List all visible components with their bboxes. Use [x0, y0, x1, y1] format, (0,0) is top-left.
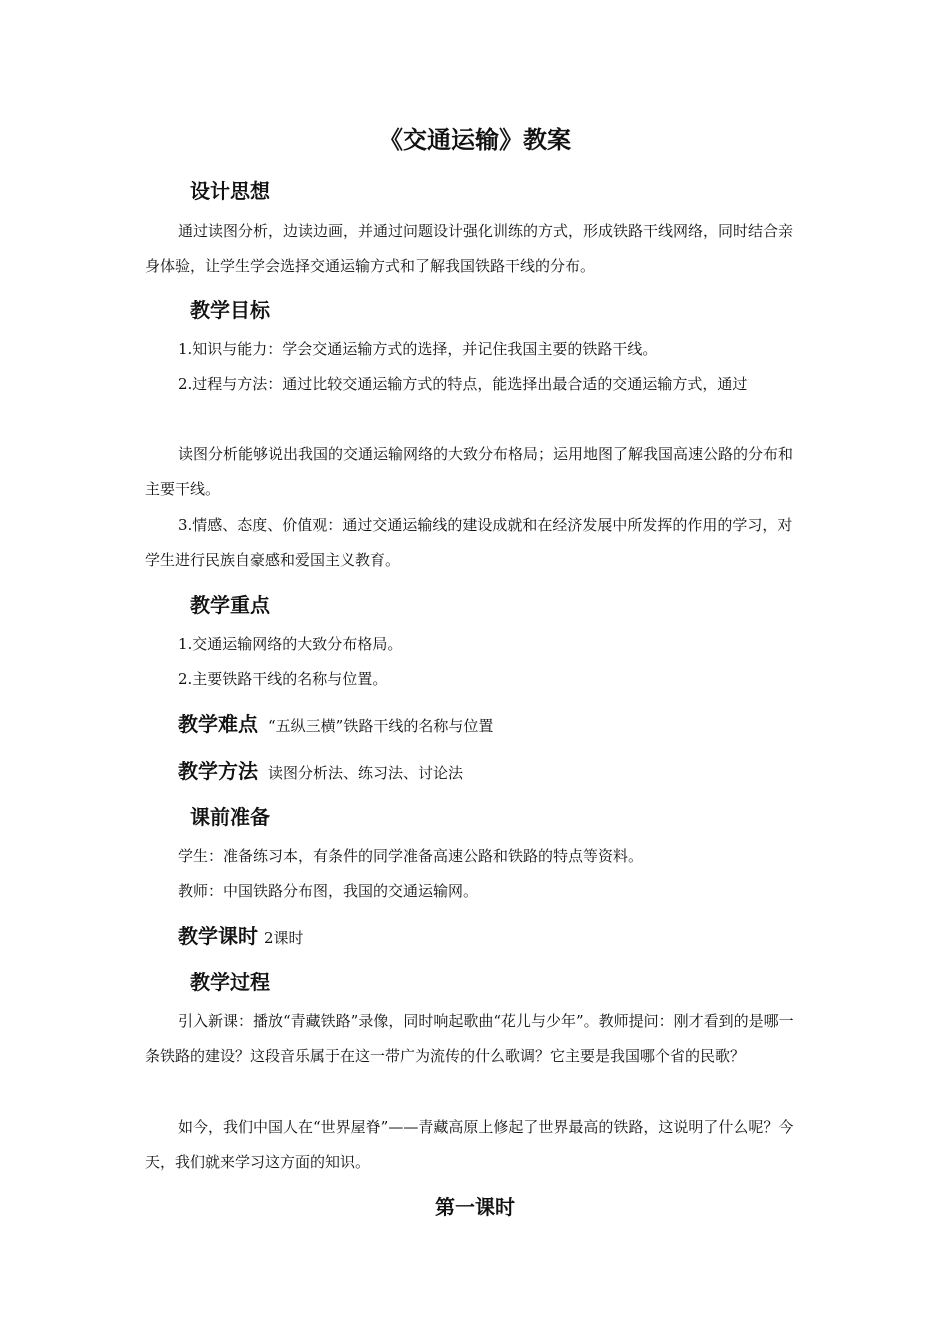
- heading-goals: 教学目标: [190, 298, 270, 322]
- difficulty-label: 教学难点: [178, 712, 258, 736]
- goal-item-3: 3.情感、态度、价值观：通过交通运输线的建设成就和在经济发展中所发挥的作用的学习，对学生进行民族自豪感和爱国主义教育。: [145, 516, 793, 569]
- goal-item-2-continued: 读图分析能够说出我国的交通运输网络的大致分布格局；运用地图了解我国高速公路的分布和主要干线。: [145, 445, 794, 498]
- heading-process: 教学过程: [190, 970, 270, 994]
- keypoint-item-1: 1.交通运输网络的大致分布格局。: [178, 635, 403, 653]
- heading-keypoints: 教学重点: [190, 593, 270, 617]
- goal-item-2: 2.过程与方法：通过比较交通运输方式的特点，能选择出最合适的交通运输方式，通过: [178, 375, 748, 393]
- process-paragraph-2: 如今，我们中国人在“世界屋脊”——青藏高原上修起了世界最高的铁路，这说明了什么呢？今天，我们就来学习这方面的知识。: [145, 1118, 794, 1171]
- prep-teacher: 教师：中国铁路分布图，我国的交通运输网。: [178, 882, 479, 900]
- prep-student: 学生：准备练习本，有条件的同学准备高速公路和铁路的特点等资料。: [178, 847, 644, 865]
- heading-hours: [178, 920, 304, 949]
- hours-label: 教学课时: [178, 924, 258, 948]
- document-title: 《交通运输》教案: [379, 126, 571, 154]
- difficulty-text: “五纵三横”铁路干线的名称与位置: [268, 717, 494, 735]
- heading-design: 设计思想: [190, 179, 270, 203]
- heading-method: [178, 755, 463, 784]
- method-text: 读图分析法、练习法、讨论法: [268, 764, 464, 782]
- hours-text: 2课时: [264, 929, 304, 947]
- design-paragraph: 通过读图分析，边读边画，并通过问题设计强化训练的方式，形成铁路干线网络，同时结合亲身体验，让学生学会选择交通运输方式和了解我国铁路干线的分布。: [145, 222, 794, 275]
- goal-item-1: 1.知识与能力：学会交通运输方式的选择，并记住我国主要的铁路干线。: [178, 340, 658, 358]
- heading-lesson-1: 第一课时: [435, 1195, 515, 1219]
- heading-prep: 课前准备: [190, 805, 270, 829]
- keypoint-item-2: 2.主要铁路干线的名称与位置。: [178, 670, 388, 688]
- heading-difficulty: [178, 708, 493, 737]
- method-label: 教学方法: [178, 759, 258, 783]
- process-paragraph-1: 引入新课：播放“青藏铁路”录像，同时响起歌曲“花儿与少年”。教师提问：刚才看到的是哪一条铁路的建设？这段音乐属于在这一带广为流传的什么歌调？它主要是我国哪个省的民歌？: [145, 1012, 794, 1065]
